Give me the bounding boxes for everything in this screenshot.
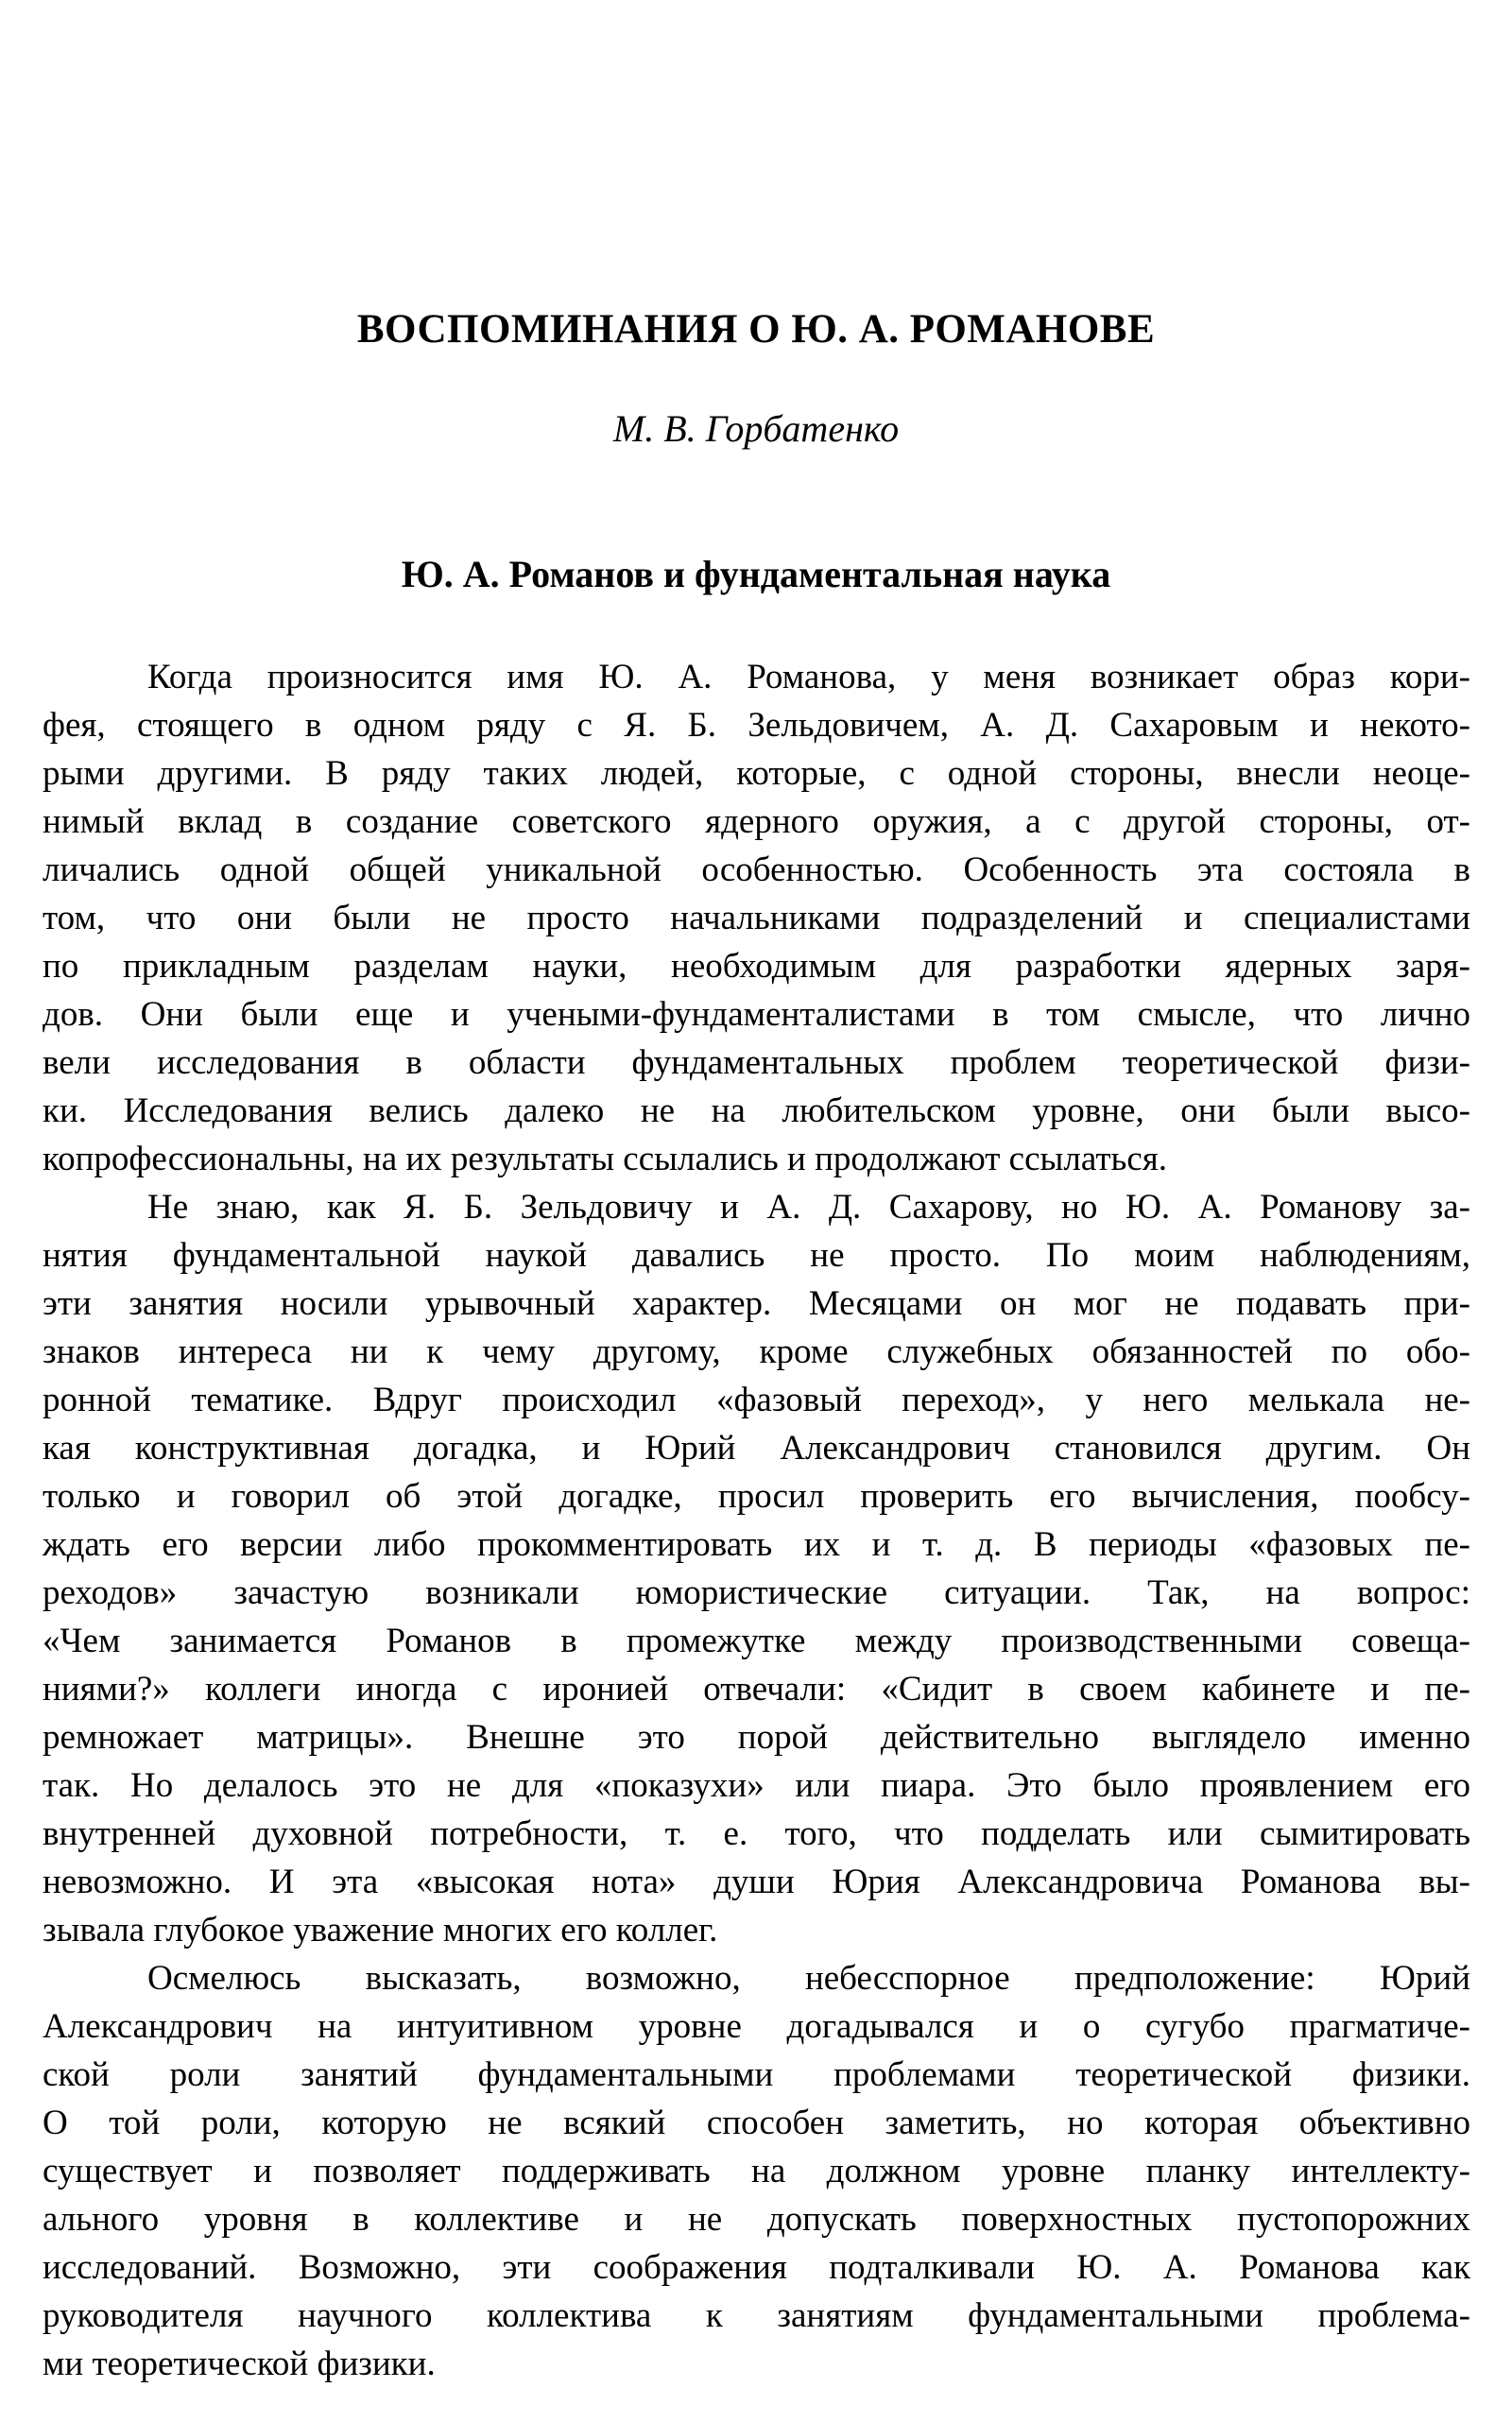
text-line: Осмелюсь высказать, возможно, небесспорное предположение: Юрий [147, 1959, 1470, 1998]
text-line: нятия фундаментальной наукой давались не просто. По моим наблюдениям, [43, 1236, 1470, 1275]
text-line: ремножает матрицы». Внешне это порой действительно выглядело именно [43, 1718, 1470, 1757]
text-line: О той роли, которую не всякий способен заметить, но которая объективно [43, 2104, 1470, 2142]
text-line: ниями?» коллеги иногда с иронией отвечали: «Сидит в своем кабинете и пе- [43, 1670, 1470, 1709]
text-line: ального уровня в коллективе и не допускать поверхностных пустопорожних [43, 2200, 1470, 2239]
text-line: фея, стоящего в одном ряду с Я. Б. Зельдовичем, А. Д. Сахаровым и некото- [43, 706, 1470, 745]
text-line: Когда произносится имя Ю. А. Романова, у меня возникает образ кори- [147, 658, 1470, 696]
text-line: ждать его версии либо прокомментировать их и т. д. В периоды «фазовых пе- [43, 1525, 1470, 1564]
text-line: исследований. Возможно, эти соображения подталкивали Ю. А. Романова как [43, 2248, 1470, 2287]
text-line: Александрович на интуитивном уровне догадывался и о сугубо прагматиче- [43, 2007, 1470, 2046]
text-line: эти занятия носили урывочный характер. Месяцами он мог не подавать при- [43, 1284, 1470, 1323]
text-line: руководителя научного коллектива к занятиям фундаментальными проблема- [43, 2296, 1470, 2335]
text-line: зывала глубокое уважение многих его коллег. [43, 1911, 718, 1950]
text-line: личались одной общей уникальной особенностью. Особенность эта состояла в [43, 850, 1470, 889]
text-line: знаков интереса ни к чему другому, кроме служебных обязанностей по обо- [43, 1332, 1470, 1371]
text-line: том, что они были не просто начальниками подразделений и специалистами [43, 899, 1470, 937]
text-line: кая конструктивная догадка, и Юрий Александрович становился другим. Он [43, 1429, 1470, 1468]
text-line: ми теоретической физики. [43, 2345, 436, 2383]
text-line: ки. Исследования велись далеко не на любительском уровне, они были высо- [43, 1091, 1470, 1130]
text-line: по прикладным разделам науки, необходимым для разработки ядерных заря- [43, 947, 1470, 986]
text-line: внутренней духовной потребности, т. е. того, что подделать или сымитировать [43, 1814, 1470, 1853]
text-line: вели исследования в области фундаментальных проблем теоретической физи- [43, 1043, 1470, 1082]
body-text [43, 653, 1470, 2388]
text-line: существует и позволяет поддерживать на должном уровне планку интеллекту- [43, 2152, 1470, 2190]
section-heading: Ю. А. Романов и фундаментальная наука [401, 553, 1111, 595]
text-line: копрофессиональны, на их результаты ссылались и продолжают ссылаться. [43, 1140, 1168, 1178]
text-line: реходов» зачастую возникали юмористические ситуации. Так, на вопрос: [43, 1573, 1470, 1612]
text-line: Не знаю, как Я. Б. Зельдовичу и А. Д. Сахарову, но Ю. А. Романову за- [147, 1188, 1470, 1227]
text-line: «Чем занимается Романов в промежутке между производственными совеща- [43, 1622, 1470, 1660]
text-line: ронной тематике. Вдруг происходил «фазовый переход», у него мелькала не- [43, 1381, 1470, 1419]
text-line: только и говорил об этой догадке, просил проверить его вычисления, пообсу- [43, 1477, 1470, 1516]
text-line: рыми другими. В ряду таких людей, которые, с одной стороны, внесли неоце- [43, 754, 1470, 793]
text-line: нимый вклад в создание советского ядерного оружия, а с другой стороны, от- [43, 802, 1470, 841]
text-line: так. Но делалось это не для «показухи» или пиара. Это было проявлением его [43, 1766, 1470, 1805]
text-line: невозможно. И эта «высокая нота» души Юрия Александровича Романова вы- [43, 1863, 1470, 1901]
page-title: ВОСПОМИНАНИЯ О Ю. А. РОМАНОВЕ [356, 307, 1156, 352]
author-name: М. В. Горбатенко [612, 407, 900, 450]
text-line: дов. Они были еще и учеными-фундаменталистами в том смысле, что лично [43, 995, 1470, 1034]
text-line: ской роли занятий фундаментальными проблемами теоретической физики. [43, 2055, 1470, 2094]
